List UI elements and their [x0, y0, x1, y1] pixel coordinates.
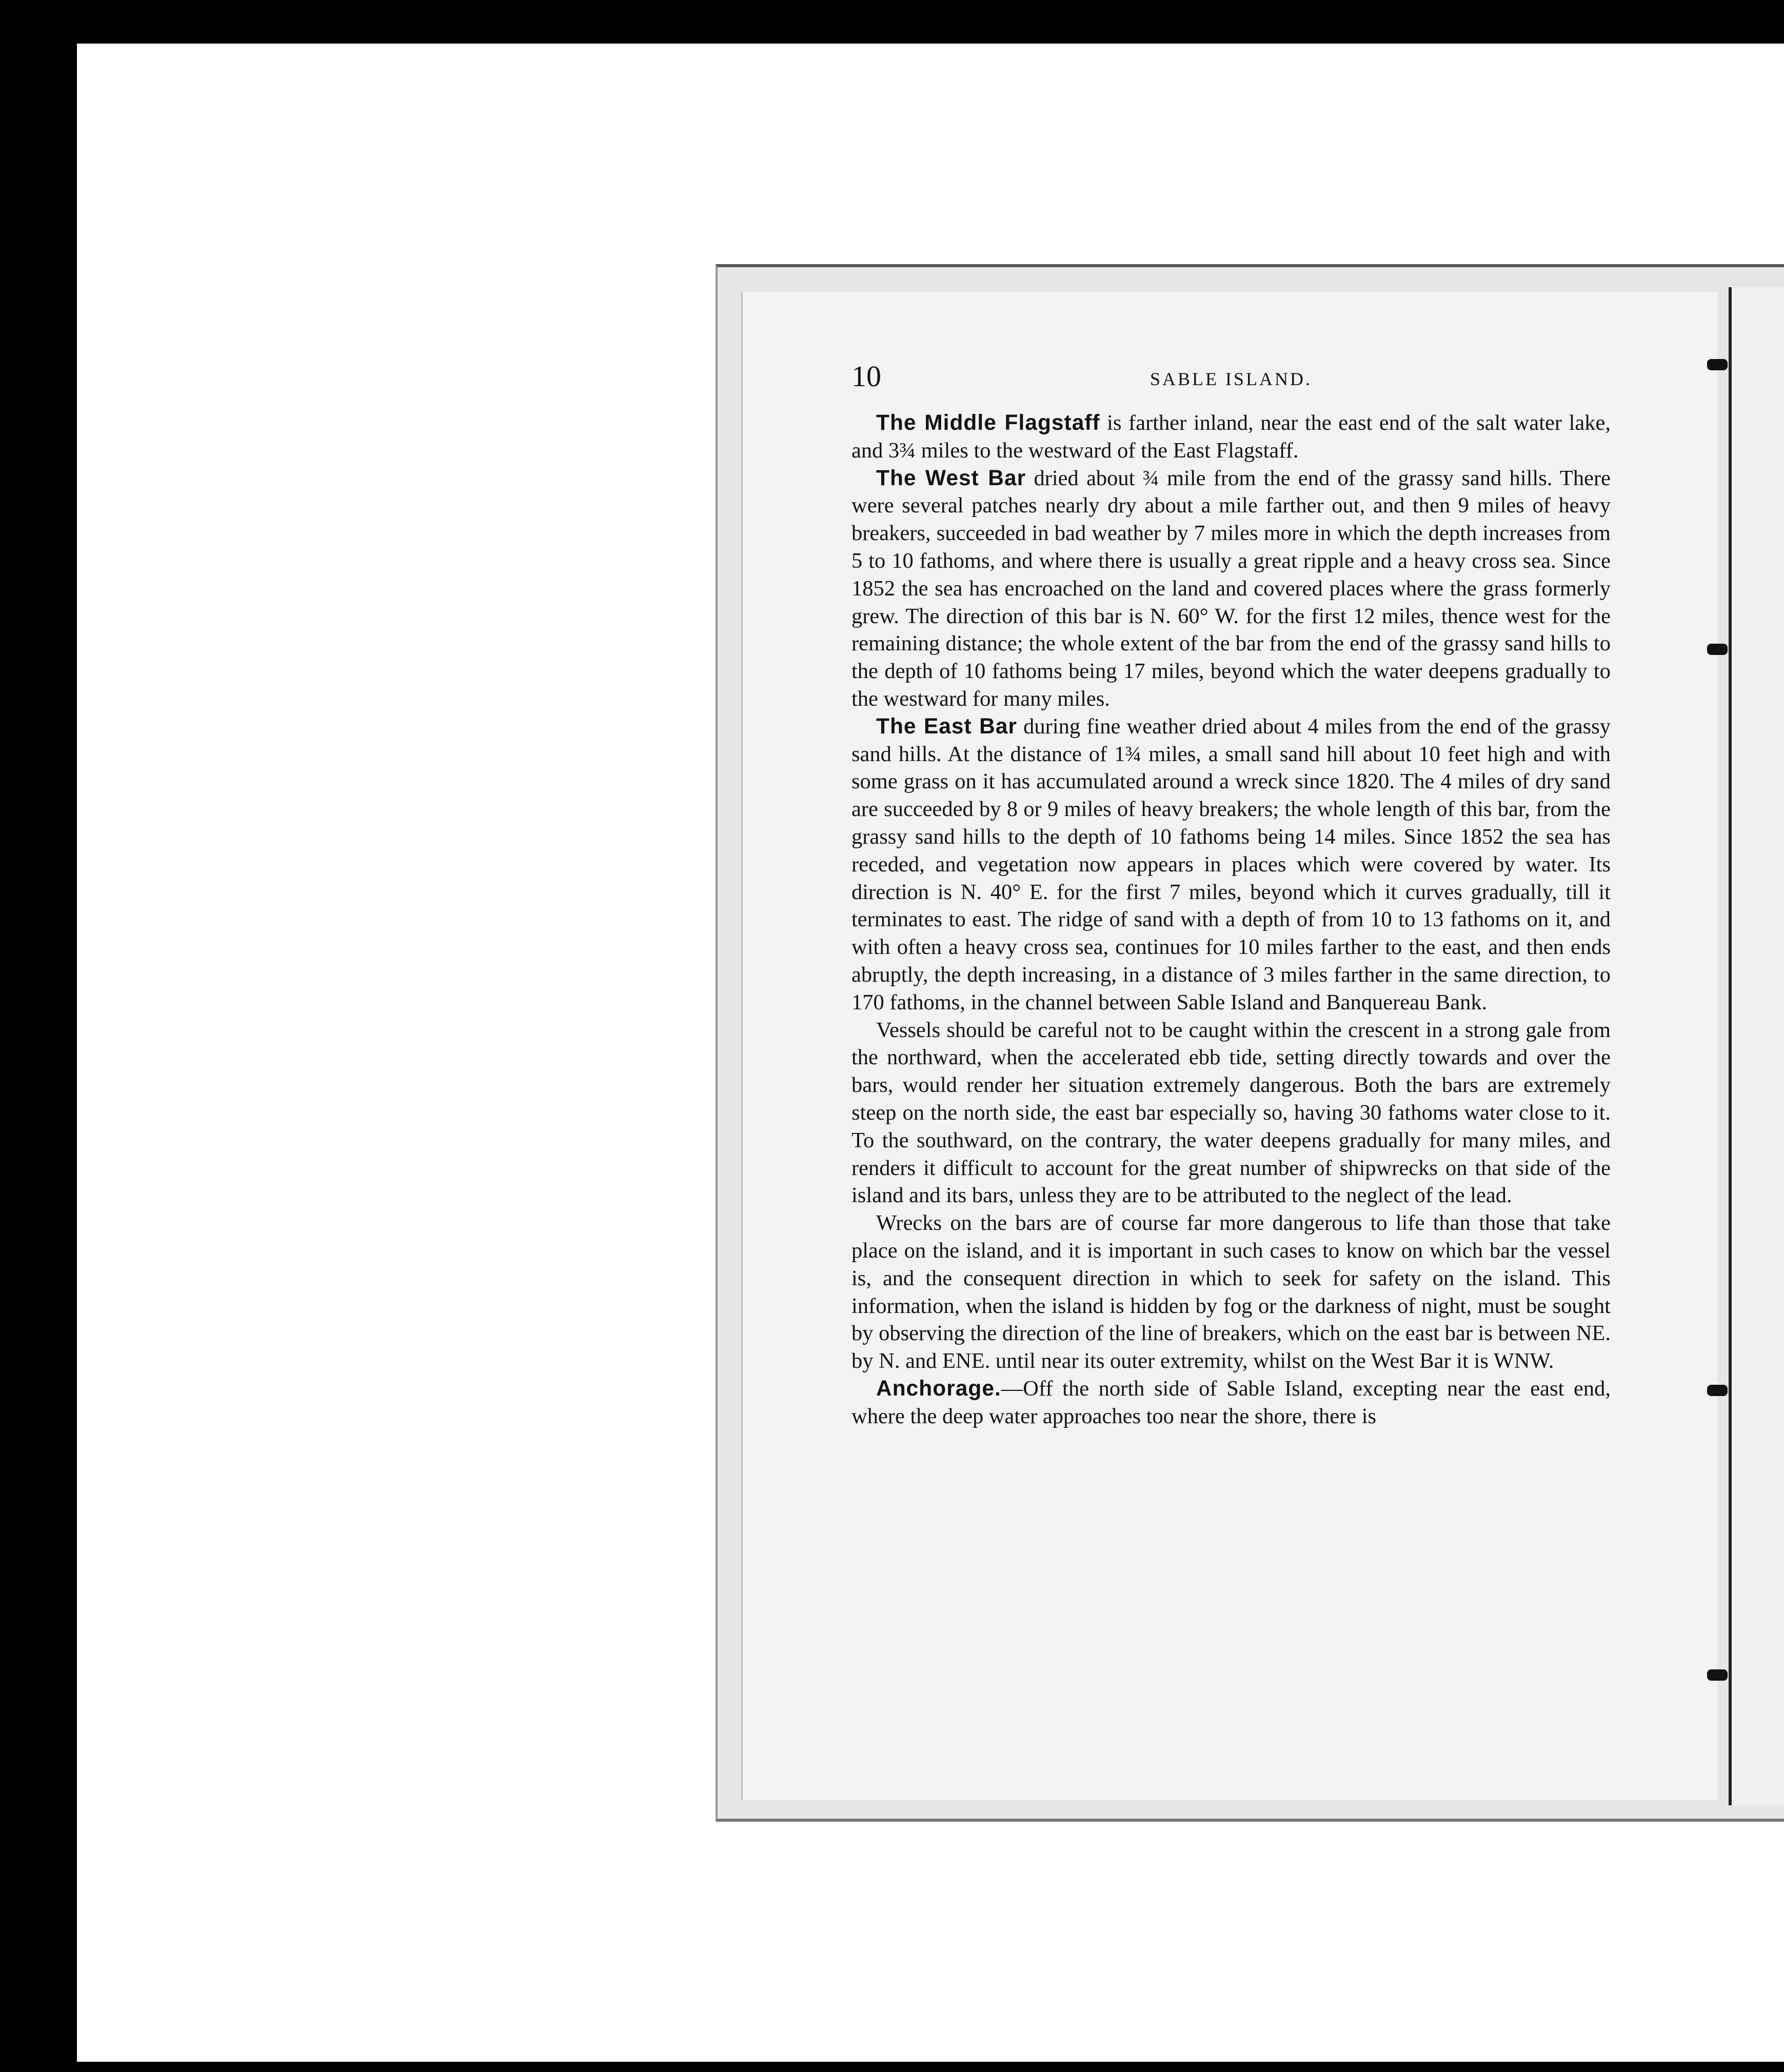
body-text — [851, 409, 1611, 1430]
running-head: SABLE ISLAND. — [1149, 369, 1312, 389]
binding-stitch — [1707, 359, 1728, 370]
facing-page-edge — [1729, 287, 1784, 1805]
paragraph-wrecks — [851, 1209, 1611, 1375]
paragraph-text: is farther inland, near the east end of the salt water lake, and 3¾ miles to the westward of the East Flagstaff. — [851, 411, 1611, 463]
page-number: 10 — [851, 360, 881, 393]
paragraph-text: dried about ¾ mile from the end of the grassy sand hills. There were several patches nearly dry about a mile farther out, and then 9 miles of heavy breakers, succeeded in bad weather by 7 miles more in which the depth increases from 5 to 10 fathoms, and where there is usually a great ripple and a heavy cross sea. Since 1852 the sea has encroached on the land and covered places where the grass formerly grew. The direction of this bar is N. 60° W. for the first 12 miles, thence west for the remaining distance; the whole extent of the bar from the end of the grassy sand hills to the depth of 10 fathoms being 17 miles, beyond which the water deepens gradually to the westward for many miles. — [851, 466, 1611, 711]
paragraph-text: during fine weather dried about 4 miles from the end of the grassy sand hills. At the distance of 1¾ miles, a small sand hill about 10 feet high and with some grass on it has accumulated around a wreck since 1820. The 4 miles of dry sand are succeeded by 8 or 9 miles of heavy breakers; the whole length of this bar, from the grassy sand hills to the depth of 10 fathoms being 14 miles. Since 1852 the sea has receded, and vegetation now appears in places which were covered by water. Its direction is N. 40° E. for the first 7 miles, beyond which it curves gradually, till it terminates to east. The ridge of sand with a depth of from 10 to 13 fathoms on it, and with often a heavy cross sea, continues for 10 miles farther to the east, and then ends abruptly, the depth increasing, in a distance of 3 miles farther in the same direction, to 170 fathoms, in the channel between Sable Island and Banquereau Bank. — [851, 714, 1611, 1014]
paragraph-lead: The West Bar — [876, 466, 1026, 490]
paragraph-lead: The Middle Flagstaff — [876, 411, 1100, 435]
binding-stitch — [1707, 1669, 1728, 1681]
binding-stitch — [1707, 1385, 1728, 1396]
binding-stitch — [1707, 644, 1728, 655]
paragraph-text: —Off the north side of Sable Island, excepting near the east end, where the deep water approaches too near the shore, there is — [851, 1376, 1611, 1428]
paragraph-middle-flagstaff — [851, 409, 1611, 465]
paragraph-west-bar — [851, 465, 1611, 713]
page-header — [851, 359, 1611, 400]
paragraph-text: Wrecks on the bars are of course far more dangerous to life than those that take place on the island, and it is important in such cases to know on which bar the vessel is, and the consequent direction in which to seek for safety on the island. This information, when the island is hidden by fog or the darkness of night, must be sought by observing the direction of the line of breakers, which on the east bar is between NE. by N. and ENE. until near its outer extremity, whilst on the West Bar it is WNW. — [851, 1211, 1611, 1373]
paragraph-anchorage — [851, 1375, 1611, 1430]
paragraph-vessels-caution — [851, 1017, 1611, 1210]
paragraph-east-bar — [851, 713, 1611, 1017]
paragraph-lead: The East Bar — [876, 714, 1017, 739]
paragraph-text: Vessels should be careful not to be caught within the crescent in a strong gale from the northward, when the accelerated ebb tide, setting directly towards and over the bars, would render her situation extremely dangerous. Both the bars are extremely steep on the north side, the east bar especially so, having 30 fathoms water close to it. To the southward, on the contrary, the water deepens gradually for many miles, and renders it difficult to account for the great number of shipwrecks on that side of the island and its bars, unless they are to be attributed to the neglect of the lead. — [851, 1018, 1611, 1208]
paragraph-lead: Anchorage. — [876, 1376, 1001, 1401]
